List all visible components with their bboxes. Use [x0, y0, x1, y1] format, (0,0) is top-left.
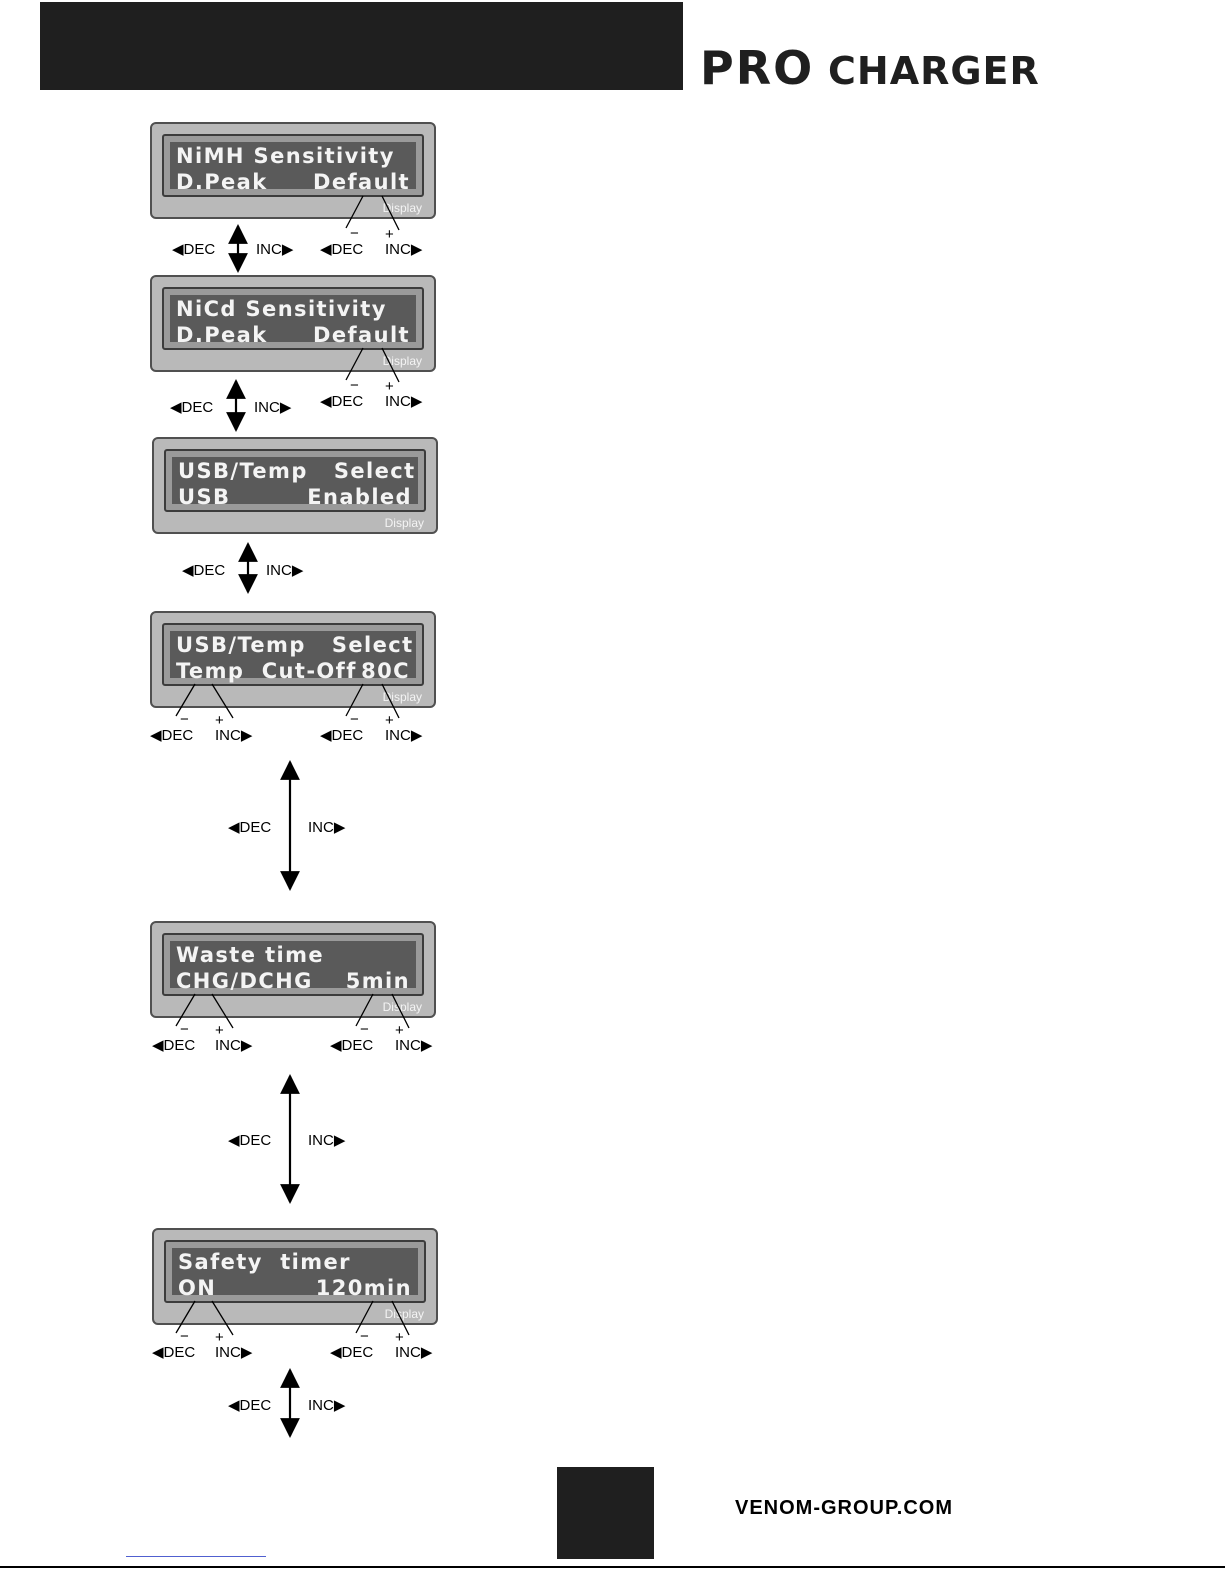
- inc-button-label[interactable]: INC▶: [385, 727, 423, 744]
- display-label: Display: [384, 516, 424, 530]
- nav-dec-label[interactable]: ◀DEC: [182, 562, 226, 579]
- minus-sign: −: [350, 377, 359, 394]
- svg-text:PRO: PRO: [700, 42, 815, 94]
- plus-sign: +: [215, 1329, 224, 1346]
- plus-sign: +: [215, 1022, 224, 1039]
- lcd-line-2-left: USB: [178, 485, 231, 509]
- dec-button-label[interactable]: ◀DEC: [152, 1037, 196, 1054]
- dec-button-label[interactable]: ◀DEC: [152, 1344, 196, 1361]
- inc-button-label[interactable]: INC▶: [215, 1344, 253, 1361]
- nav-dec-label[interactable]: ◀DEC: [228, 1132, 272, 1149]
- dec-button-label[interactable]: ◀DEC: [320, 393, 364, 410]
- plus-sign: +: [395, 1022, 404, 1039]
- plus-sign: +: [215, 712, 224, 729]
- lcd-line-2-left: D.Peak: [176, 323, 268, 347]
- display-label: Display: [384, 1307, 424, 1321]
- lcd-line-2-right: 120min: [315, 1276, 412, 1300]
- minus-sign: −: [350, 711, 359, 728]
- display-label: Display: [382, 690, 422, 704]
- nav-dec-label[interactable]: ◀DEC: [170, 399, 214, 416]
- nav-inc-label[interactable]: INC▶: [308, 819, 346, 836]
- inc-button-label[interactable]: INC▶: [395, 1344, 433, 1361]
- nav-inc-label[interactable]: INC▶: [308, 1132, 346, 1149]
- inc-button-label[interactable]: INC▶: [215, 1037, 253, 1054]
- inc-button-label[interactable]: INC▶: [385, 241, 423, 258]
- inc-button-label[interactable]: INC▶: [395, 1037, 433, 1054]
- nav-inc-label[interactable]: INC▶: [256, 241, 294, 258]
- lcd-line-2-right: 80C: [361, 659, 410, 683]
- minus-sign: −: [350, 225, 359, 242]
- lcd-line-2-right: Default: [313, 170, 410, 194]
- dec-button-label[interactable]: ◀DEC: [150, 727, 194, 744]
- minus-sign: −: [180, 711, 189, 728]
- lcd-line-2-left: CHG/DCHG: [176, 969, 313, 993]
- inc-button-label[interactable]: INC▶: [215, 727, 253, 744]
- lcd-line-2-left: Temp Cut-Off: [176, 659, 357, 683]
- minus-sign: −: [360, 1328, 369, 1345]
- dec-button-label[interactable]: ◀DEC: [320, 241, 364, 258]
- website-url: VENOM-GROUP.COM: [735, 1497, 953, 1519]
- inc-button-label[interactable]: INC▶: [385, 393, 423, 410]
- page-number-box: [557, 1467, 654, 1559]
- minus-sign: −: [360, 1021, 369, 1038]
- nav-dec-label[interactable]: ◀DEC: [228, 1397, 272, 1414]
- lcd-line-2-left: D.Peak: [176, 170, 268, 194]
- minus-sign: −: [180, 1328, 189, 1345]
- nav-inc-label[interactable]: INC▶: [308, 1397, 346, 1414]
- dec-button-label[interactable]: ◀DEC: [320, 727, 364, 744]
- lcd-line-2-left: ON: [178, 1276, 217, 1300]
- dec-button-label[interactable]: ◀DEC: [330, 1037, 374, 1054]
- plus-sign: +: [385, 226, 394, 243]
- lcd-line-1: Waste time: [176, 943, 325, 967]
- nav-dec-label[interactable]: ◀DEC: [228, 819, 272, 836]
- plus-sign: +: [385, 378, 394, 395]
- minus-sign: −: [180, 1021, 189, 1038]
- lcd-line-2-right: Enabled: [307, 485, 412, 509]
- lcd-line-2-right: Default: [313, 323, 410, 347]
- display-label: Display: [382, 1000, 422, 1014]
- nav-inc-label[interactable]: INC▶: [254, 399, 292, 416]
- lcd-line-1: NiMH Sensitivity: [176, 144, 395, 168]
- lcd-line-1: NiCd Sensitivity: [176, 297, 387, 321]
- display-label: Display: [382, 354, 422, 368]
- nav-inc-label[interactable]: INC▶: [266, 562, 304, 579]
- lcd-line-2-right: 5min: [345, 969, 410, 993]
- svg-text:CHARGER: CHARGER: [828, 49, 1040, 93]
- plus-sign: +: [385, 712, 394, 729]
- lcd-line-1: Safety timer: [178, 1250, 351, 1274]
- display-label: Display: [382, 201, 422, 215]
- footer-link-underline: [126, 1556, 266, 1557]
- dec-button-label[interactable]: ◀DEC: [330, 1344, 374, 1361]
- plus-sign: +: [395, 1329, 404, 1346]
- lcd-line-1: USB/Temp Select: [178, 459, 416, 483]
- nav-dec-label[interactable]: ◀DEC: [172, 241, 216, 258]
- lcd-line-1: USB/Temp Select: [176, 633, 414, 657]
- footer-rule: [0, 1566, 1225, 1568]
